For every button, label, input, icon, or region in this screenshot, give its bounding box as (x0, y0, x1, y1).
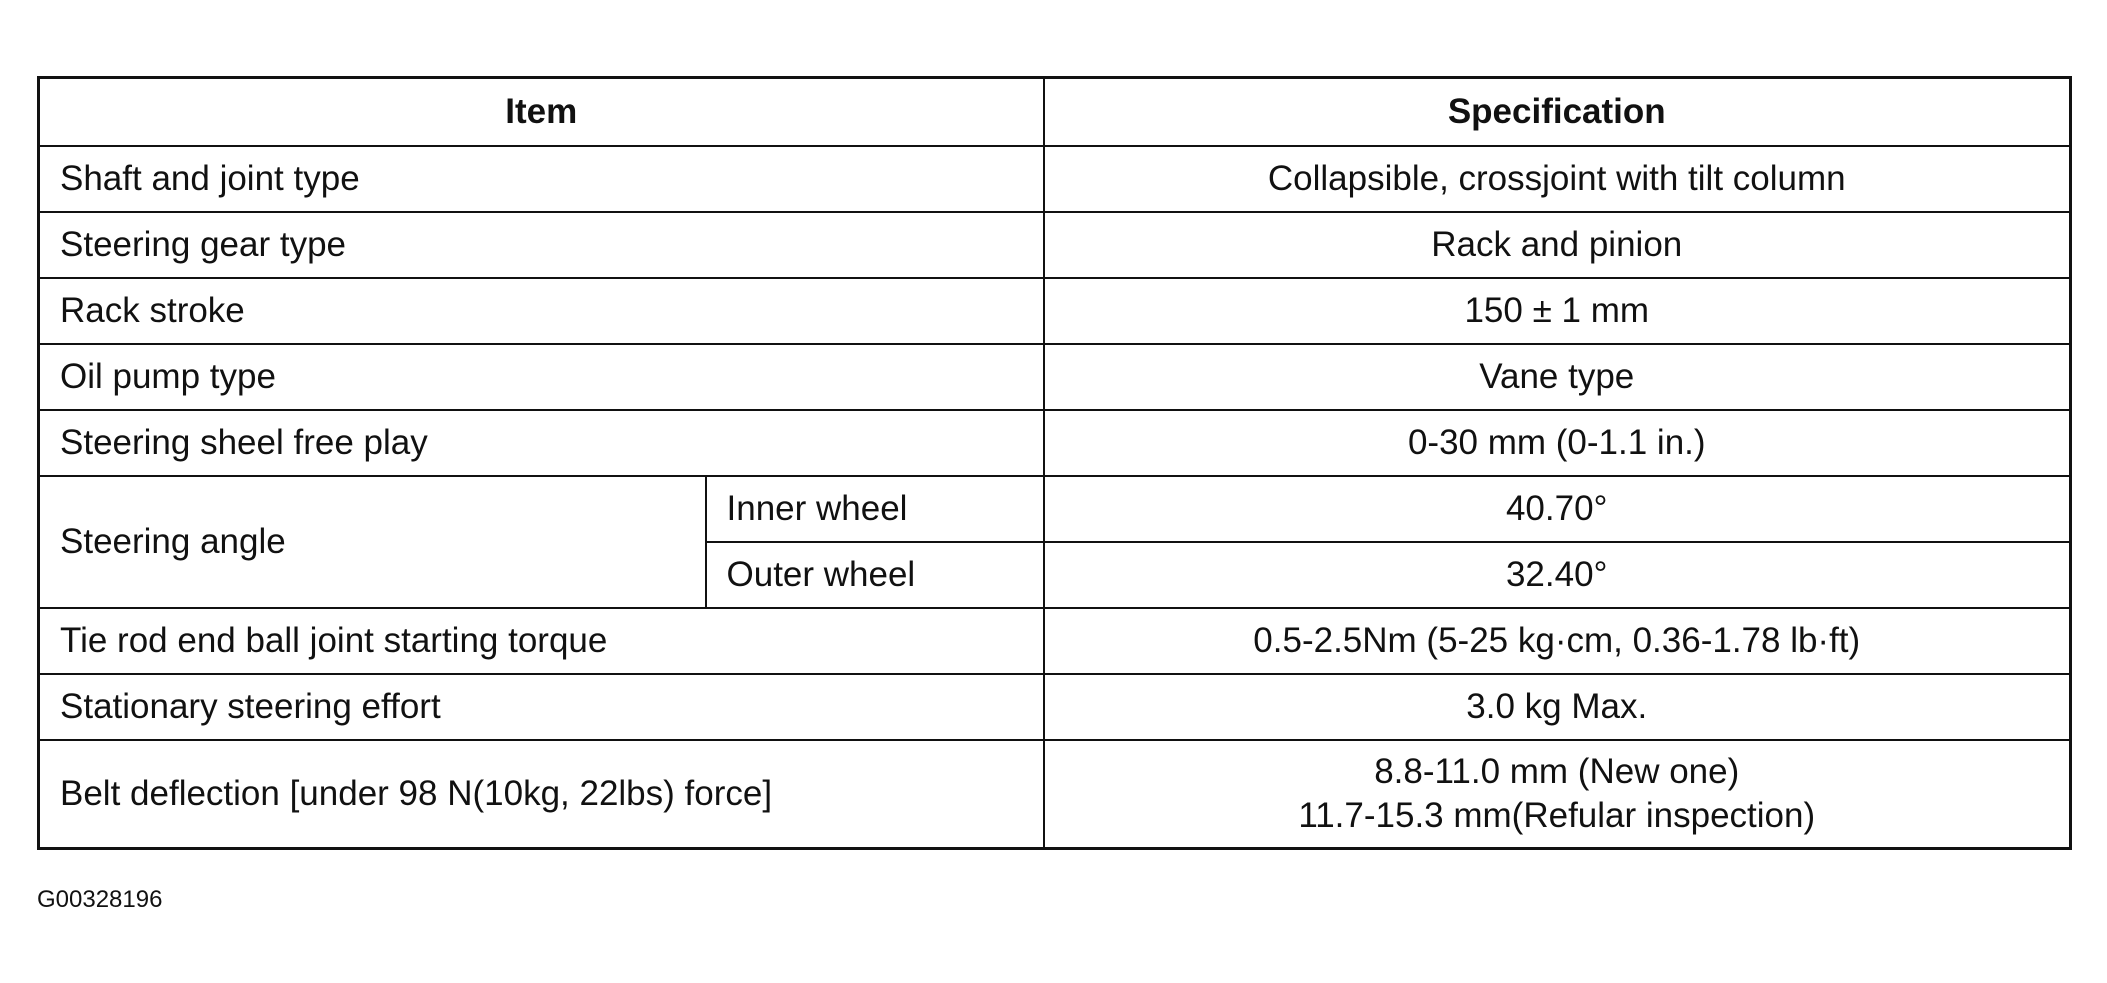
specification-table (37, 76, 2072, 850)
table-row (39, 410, 2071, 476)
table-row (39, 278, 2071, 344)
table-row (39, 146, 2071, 212)
spec-cell: 0-30 mm (0-1.1 in.) (1044, 410, 2071, 476)
spec-cell: 3.0 kg Max. (1044, 674, 2071, 740)
table-row (39, 608, 2071, 674)
spec-cell: 0.5-2.5Nm (5-25 kg·cm, 0.36-1.78 lb·ft) (1044, 608, 2071, 674)
table-row-steering-angle-inner (39, 476, 2071, 542)
item-cell: Steering gear type (39, 212, 1044, 278)
table-row (39, 212, 2071, 278)
item-cell: Oil pump type (39, 344, 1044, 410)
table-row (39, 344, 2071, 410)
steering-angle-label: Steering angle (39, 476, 706, 608)
spec-cell: Collapsible, crossjoint with tilt column (1044, 146, 2071, 212)
item-cell: Steering sheel free play (39, 410, 1044, 476)
belt-spec-regular: 11.7-15.3 mm(Refular inspection) (1298, 796, 1816, 835)
table-header-row (39, 78, 2071, 147)
header-item: Item (39, 78, 1044, 147)
item-cell: Stationary steering effort (39, 674, 1044, 740)
outer-wheel-value: 32.40° (1044, 542, 2071, 608)
spec-cell: 150 ± 1 mm (1044, 278, 2071, 344)
item-cell: Tie rod end ball joint starting torque (39, 608, 1044, 674)
inner-wheel-label: Inner wheel (706, 476, 1044, 542)
table-row-belt-deflection (39, 740, 2071, 849)
spec-cell: Rack and pinion (1044, 212, 2071, 278)
inner-wheel-value: 40.70° (1044, 476, 2071, 542)
spec-cell: Vane type (1044, 344, 2071, 410)
table-row (39, 674, 2071, 740)
outer-wheel-label: Outer wheel (706, 542, 1044, 608)
header-specification: Specification (1044, 78, 2071, 147)
item-cell: Shaft and joint type (39, 146, 1044, 212)
figure-id: G00328196 (37, 886, 163, 913)
item-cell: Rack stroke (39, 278, 1044, 344)
belt-deflection-label: Belt deflection [under 98 N(10kg, 22lbs) force] (39, 740, 1044, 849)
belt-deflection-spec (1044, 740, 2071, 849)
belt-spec-new: 8.8-11.0 mm (New one) (1374, 752, 1740, 791)
